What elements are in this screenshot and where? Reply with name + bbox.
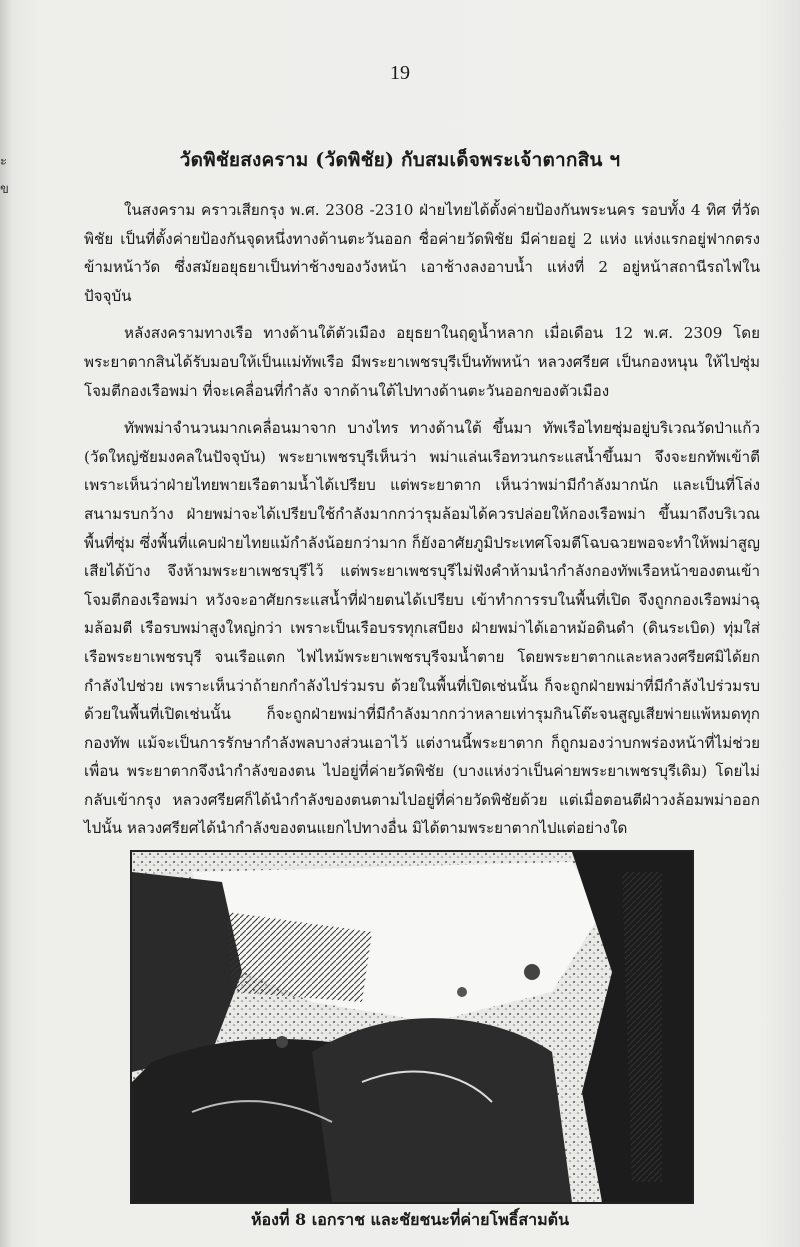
edge-mark: ะ (0, 154, 7, 169)
paragraph: หลังสงครามทางเรือ ทางด้านใต้ตัวเมือง อยุธยาในฤดูน้ำหลาก เมื่อเดือน 12 พ.ศ. 2309 โดยพระยาตากสินได้รับมอบให้เป็นแม่ทัพเรือ มีพระยาเพชรบุรีเป็นทัพหน้า หลวงศรียศ เป็นกองหนุน ให้ไปซุ่มโจมตีกองเรือพม่า ที่จะเคลื่อนที่กำลัง จากด้านใต้ไปทางด้านตะวันออกของตัวเมือง (84, 324, 760, 400)
body-text (84, 196, 760, 852)
mural-photo-illustration (132, 852, 692, 1202)
paragraph: ในสงคราม คราวเสียกรุง พ.ศ. 2308 -2310 ฝ่ายไทยได้ตั้งค่ายป้องกันพระนคร รอบทั้ง 4 ทิศ ที่วัดพิชัย เป็นที่ตั้งค่ายป้องกันจุดหนึ่งทางด้านตะวันออก ชื่อค่ายวัดพิชัย มีค่ายอยู่ 2 แห่ง แห่งแรกอยู่ฟากตรงข้ามหน้าวัด ซึ่งสมัยอยุธยาเป็นท่าช้างของวังหน้า เอาช้างลงอาบน้ำ แห่งที่ 2 อยู่หน้าสถานีรถไฟในปัจจุบัน (84, 201, 760, 305)
page-number: 19 (390, 62, 410, 84)
edge-mark: ข (0, 182, 9, 197)
paragraph: ทัพพม่าจำนวนมากเคลื่อนมาจาก บางไทร ทางด้านใต้ ขึ้นมา ทัพเรือไทยซุ่มอยู่บริเวณวัดป่าแก้ว (วัดใหญ่ชัยมงคลในปัจจุบัน) พระยาเพชรบุรีเห็นว่า พม่าแล่นเรือทวนกระแสน้ำขึ้นมา จึงจะยกทัพเข้าตี เพราะเห็นว่าฝ่ายไทยพายเรือตามน้ำได้เปรียบ แต่พระยาตาก เห็นว่าพม่ามีกำลังมากนัก และเป็นที่โล่งสนามรบกว้าง ฝ่ายพม่าจะได้เปรียบใช้กำลังมากกว่ารุมล้อมได้ควรปล่อยให้กองเรือพม่า ขึ้นมาถึงบริเวณพื้นที่ซุ่ม ซึ่งพื้นที่แคบฝ่ายไทยแม้กำลังน้อยกว่ามาก ก็ยังอาศัยภูมิประเทศโจมตีโฉบฉวยพอจะทำให้พม่าสูญเสียได้บ้าง จึงห้ามพระยาเพชรบุรีไว้ แต่พระยาเพชรบุรีไม่ฟังคำห้ามนำกำลังกองทัพเรือหน้าของตนเข้าโจมตีกองเรือพม่า หวังจะอาศัยกระแสน้ำที่ฝ่ายตนได้เปรียบ เข้าทำการรบในพื้นที่เปิด จึงถูกกองเรือพม่าฉุมล้อมตี เรือรบพม่าสูงใหญ่กว่า เพราะเป็นเรือบรรทุกเสบียง ฝ่ายพม่าได้เอาหม้อดินดำ (ดินระเบิด) ทุ่มใส่เรือพระยาเพชรบุรี จนเรือแตก ไฟไหม้พระยาเพชรบุรีจมน้ำตาย โดยพระยาตากและหลวงศรียศมิได้ยกกำลังไปช่วย เพราะเห็นว่าถ้ายกกำลังไปร่วมรบ ด้วยในพื้นที่เปิดเช่นนั้น ก็จะถูกฝ่ายพม่าที่มีกำลังไปร่วมรบ ด้วยในพื้นที่เปิดเช่นนั้น ก็จะถูกฝ่ายพม่าที่มีกำลังมากกว่าหลายเท่ารุมกินโต๊ะจนสูญเสียพ่ายแพ้หมดทุกกองทัพ แม้จะเป็นการรักษากำลังพลบางส่วนเอาไว้ แต่งานนี้พระยาตาก ก็ถูกมองว่าบกพร่องหน้าที่ไม่ช่วยเพื่อน พระยาตากจึงนำกำลังของตน ไปอยู่ที่ค่ายวัดพิชัย (บางแห่งว่าเป็นค่ายพระยาเพชรบุรีเดิม) โดยไม่กลับเข้ากรุง หลวงศรียศก็ได้นำกำลังของตนตามไปอยู่ที่ค่ายวัดพิชัยด้วย แต่เมื่อตอนตีฝ่าวงล้อมพม่าออกไปนั้น หลวงศรียศได้นำกำลังของตนแยกไปทางอื่น มิได้ตามพระยาตากไปแต่อย่างใด (84, 419, 760, 838)
figure-caption: ห้องที่ 8 เอกราช และชัยชนะที่ค่ายโพธิ์สามต้น (250, 1210, 570, 1229)
page-title: วัดพิชัยสงคราม (วัดพิชัย) กับสมเด็จพระเจ้าตากสิน ฯ (179, 149, 621, 171)
mural-photograph (130, 850, 694, 1204)
